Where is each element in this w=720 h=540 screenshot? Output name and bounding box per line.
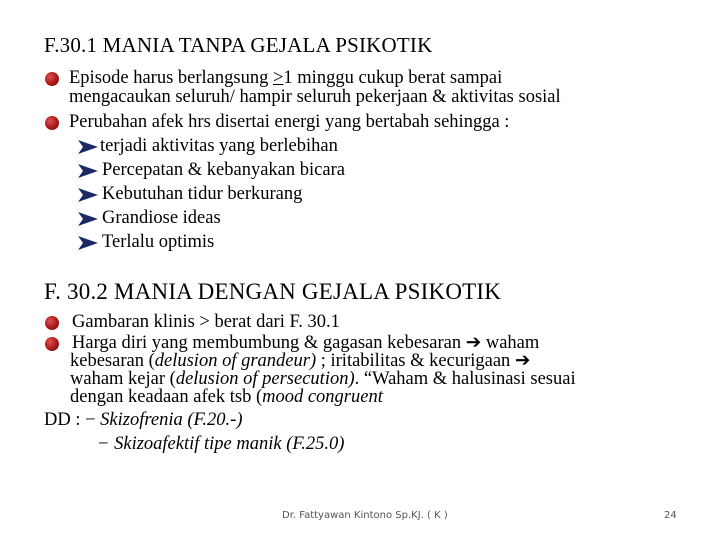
gte-symbol: > [272,68,284,88]
sub-item: Kebutuhan tidur berkurang [102,184,303,204]
footer-author: Dr. Fattyawan Kintono Sp.KJ. ( K ) [282,510,448,521]
red-bullet-icon [45,316,59,330]
section2-bullet1: Gambaran klinis > berat dari F. 30.1 [72,312,340,332]
sub-item: Grandiose ideas [102,208,221,228]
section2-bullet2-line1: Harga diri yang membumbung & gagasan kebesaran ➔ waham [72,333,540,353]
right-arrow-icon: ➔ [514,351,531,371]
arrowhead-bullet-icon [78,236,98,250]
page-number: 24 [664,510,677,521]
arrowhead-bullet-icon [78,212,98,226]
section1-bullet2: Perubahan afek hrs disertai energi yang bertabah sehingga : [69,112,510,132]
section1-bullet1-line2: mengacaukan seluruh/ hampir seluruh pekerjaan & aktivitas sosial [69,87,561,107]
red-bullet-icon [45,116,59,130]
sub-item: Percepatan & kebanyakan bicara [102,160,345,180]
red-bullet-icon [45,72,59,86]
right-arrow-icon: ➔ [465,333,482,353]
differential-diagnosis-line2: − Skizoafektif tipe manik (F.25.0) [97,434,345,454]
section2-bullet2-line2: kebesaran (delusion of grandeur) ; iritabilitas & kecurigaan ➔ [70,351,531,371]
section1-bullet1-line1: Episode harus berlangsung >1 minggu cukup berat sampai [69,68,503,88]
section2-title: F. 30.2 MANIA DENGAN GEJALA PSIKOTIK [44,279,502,304]
arrowhead-bullet-icon [78,140,98,154]
sub-item: Terlalu optimis [102,232,215,252]
section1-title: F.30.1 MANIA TANPA GEJALA PSIKOTIK [44,33,433,57]
sub-item: terjadi aktivitas yang berlebihan [100,136,338,156]
arrowhead-bullet-icon [78,188,98,202]
arrowhead-bullet-icon [78,164,98,178]
differential-diagnosis-line1: DD : − Skizofrenia (F.20.-) [44,410,243,430]
red-bullet-icon [45,337,59,351]
section2-bullet2-line3: waham kejar (delusion of persecution). “Waham & halusinasi sesuai [70,369,576,389]
section2-bullet2-line4: dengan keadaan afek tsb (mood congruent [70,387,383,407]
